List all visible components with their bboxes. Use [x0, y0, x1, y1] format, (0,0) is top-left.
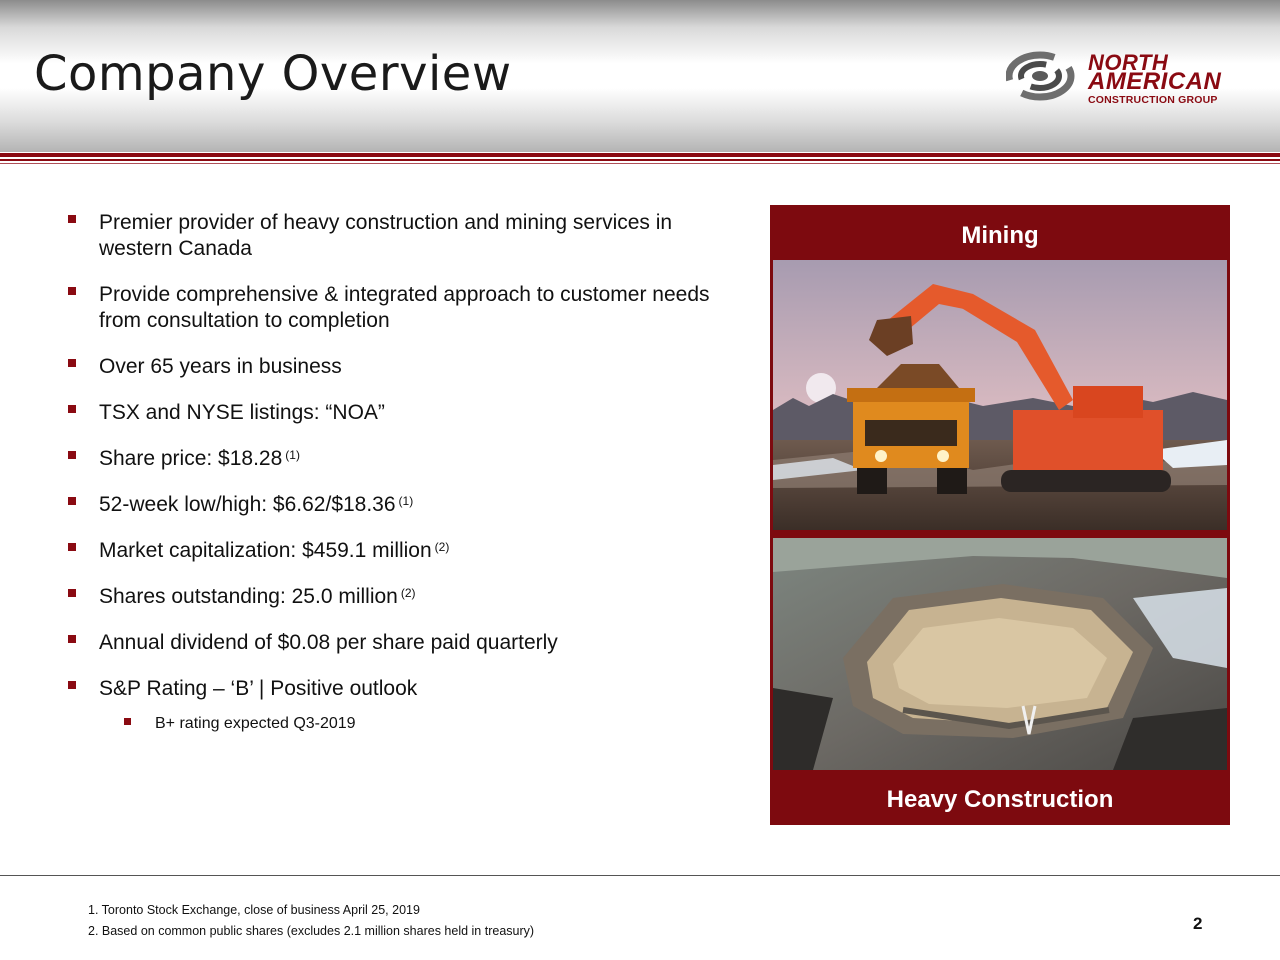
heavy-construction-photo [773, 538, 1227, 770]
bullet-item: Over 65 years in business [66, 354, 746, 380]
bullet-item: Share price: $18.28 $^{(1)}$ [66, 446, 746, 472]
header-divider [0, 159, 1280, 161]
bullet-item: Premier provider of heavy construction and mining services in western Canada [66, 210, 746, 262]
logo-text-group: CONSTRUCTION GROUP [1088, 94, 1218, 106]
image-panel [770, 205, 1230, 825]
bullet-item: S&P Rating – ‘B’ | Positive outlook [66, 676, 746, 702]
bullet-item: Annual dividend of $0.08 per share paid quarterly [66, 630, 746, 656]
mining-photo [773, 260, 1227, 530]
bullet-item: 52-week low/high: $6.62/$18.36 $^{(1)}$ [66, 492, 746, 518]
footnote-ref: (1) [285, 448, 300, 462]
footnote-ref: (1) [398, 494, 414, 508]
company-logo [1006, 48, 1246, 108]
mining-label: Mining [961, 222, 1039, 249]
footnote-ref: (2) [434, 540, 450, 554]
bullet-item: TSX and NYSE listings: “NOA” [66, 400, 746, 426]
footnote-item: 1. Toronto Stock Exchange, close of business April 25, 2019 [88, 903, 420, 917]
bullet-item: Market capitalization: $459.1 million $^{(2)}$ [66, 538, 746, 564]
overview-bullet-list [66, 210, 746, 754]
footer-divider [0, 875, 1280, 876]
footnote-ref: (2) [400, 586, 416, 600]
swirl-logo-icon [1006, 50, 1078, 102]
bullet-item: Provide comprehensive & integrated approach to customer needs from consultation to completion [66, 282, 746, 334]
page-title: Company Overview [34, 46, 512, 102]
bullet-item: Shares outstanding: 25.0 million $^{(2)}$ [66, 584, 746, 610]
logo-text-american: AMERICAN [1088, 68, 1222, 95]
header-divider [0, 153, 1280, 157]
heavy-construction-label: Heavy Construction [886, 786, 1114, 813]
footnotes [88, 900, 534, 942]
header-divider [0, 163, 1280, 164]
logo-text-north: NORTH [1088, 50, 1169, 75]
footnote-item: 2. Based on common public shares (excludes 2.1 million shares held in treasury) [88, 924, 535, 938]
slide-header [0, 0, 1280, 152]
sub-bullet-item: B+ rating expected Q3-2019 [66, 714, 746, 734]
page-number: 2 [1193, 914, 1203, 933]
